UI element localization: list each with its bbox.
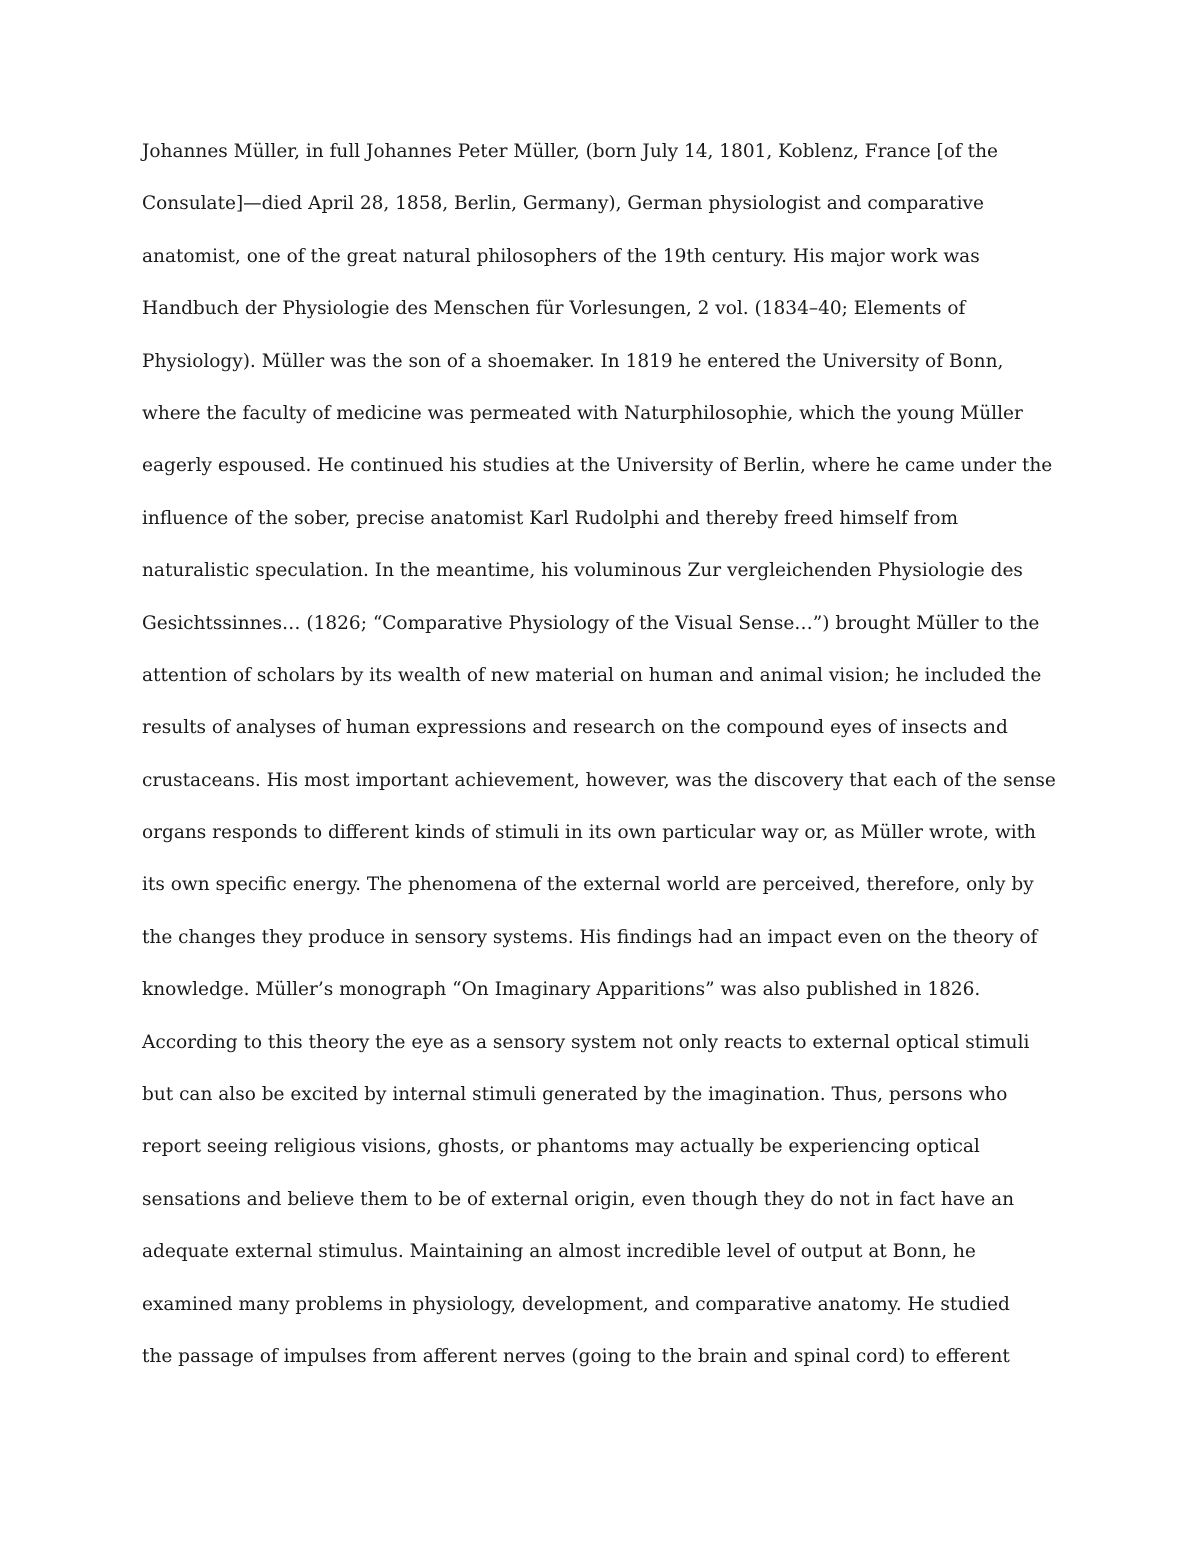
- text-line: its own specific energy. The phenomena of the external world are perceived, therefore, only by: [142, 874, 1034, 896]
- text-line: Johannes Müller, in full Johannes Peter Müller, (born July 14, 1801, Koblenz, France [of the: [142, 141, 998, 162]
- text-line: sensations and believe them to be of external origin, even though they do not in fact have an: [142, 1188, 1015, 1210]
- text-line: report seeing religious visions, ghosts, or phantoms may actually be experiencing optical: [142, 1136, 980, 1158]
- text-line: Consulate]—died April 28, 1858, Berlin, Germany), German physiologist and comparative: [142, 193, 984, 215]
- text-line: but can also be excited by internal stimuli generated by the imagination. Thus, persons who: [142, 1084, 1008, 1106]
- text-line: the changes they produce in sensory systems. His findings had an impact even on the theory of: [142, 926, 1038, 948]
- text-line: Gesichtssinnes… (1826; “Comparative Physiology of the Visual Sense…”) brought Müller to the: [142, 612, 1040, 634]
- text-line: influence of the sober, precise anatomist Karl Rudolphi and thereby freed himself from: [142, 507, 959, 529]
- text-line: results of analyses of human expressions and research on the compound eyes of insects and: [142, 717, 1008, 739]
- text-line: adequate external stimulus. Maintaining an almost incredible level of output at Bonn, he: [142, 1241, 976, 1263]
- text-line: organs responds to different kinds of stimuli in its own particular way or, as Müller wrote, with: [142, 822, 1036, 844]
- text-line: According to this theory the eye as a sensory system not only reacts to external optical stimuli: [142, 1031, 1030, 1053]
- text-line: Handbuch der Physiologie des Menschen für Vorlesungen, 2 vol. (1834–40; Elements of: [142, 298, 966, 320]
- text-line: anatomist, one of the great natural philosophers of the 19th century. His major work was: [142, 245, 980, 267]
- body-paragraph: [142, 132, 1082, 1389]
- text-line: attention of scholars by its wealth of new material on human and animal vision; he included the: [142, 664, 1042, 686]
- text-line: eagerly espoused. He continued his studies at the University of Berlin, where he came under the: [142, 455, 1053, 477]
- text-line: the passage of impulses from afferent nerves (going to the brain and spinal cord) to efferent: [142, 1345, 1010, 1367]
- text-line: examined many problems in physiology, development, and comparative anatomy. He studied: [142, 1293, 1010, 1315]
- text-line: Physiology). Müller was the son of a shoemaker. In 1819 he entered the University of Bonn,: [142, 350, 1004, 372]
- text-line: naturalistic speculation. In the meantime, his voluminous Zur vergleichenden Physiologie des: [142, 560, 1023, 582]
- text-line: knowledge. Müller’s monograph “On Imaginary Apparitions” was also published in 1826.: [142, 979, 981, 1001]
- text-line: crustaceans. His most important achievement, however, was the discovery that each of the sense: [142, 769, 1056, 791]
- text-line: where the faculty of medicine was permeated with Naturphilosophie, which the young Müller: [142, 402, 1023, 424]
